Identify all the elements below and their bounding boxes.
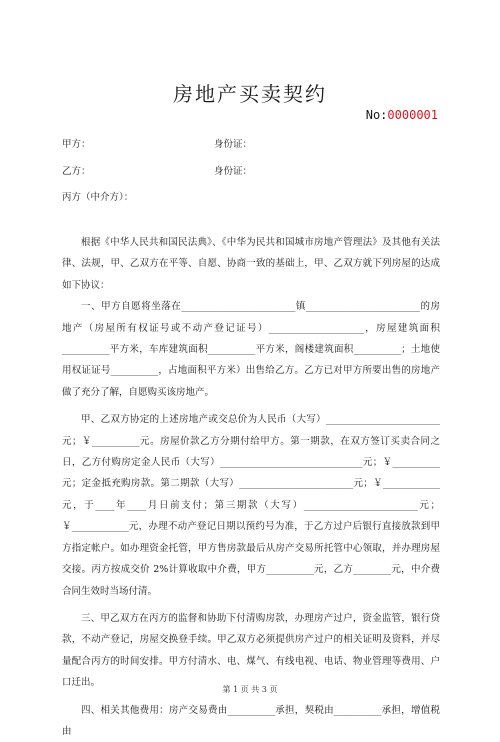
contract-body: [62, 232, 440, 742]
clause-3-paragraph: 三、甲乙双方在丙方的监督和协助下付清购房款，办理房产过户，资金监管，银行贷款，不动产登记，房屋交换登手续。甲乙双方必须提供房产过户的相关证明及资料，并尽量配合丙方的时间安排。甲方付清水、电、煤气、有线电视、电话、物业管理等费用、户口迁出。: [62, 612, 440, 689]
clause-4-paragraph: 四、相关其他费用：房产交易费由__________承担，契税由__________承担，增值税由: [62, 704, 440, 737]
party-c-label: 丙方（中介方）：: [62, 192, 134, 203]
contract-number-label: No:: [365, 108, 388, 122]
clause-1-paragraph: 一、甲方自愿将坐落在________________________镇________________________的房地产（房屋所有权证号或不动产登记证号）____________________，房屋建筑面积__________平方米，车库建筑面积__________平方米，阁楼建筑面积__________；土地使用权证证号__________，占地面积平方米）出售给乙方。乙方已对甲方所要出售的房地产做了充分了解，自愿购买该房地产。: [62, 301, 440, 398]
clause-2-paragraph: 甲、乙双方协定的上述房地产或交总价为人民币（大写）________________________元；￥__________元。房屋价款乙方分期付给甲方。第一期款，在双方签订买卖合同之日，乙方付购房定金人民币（大写）______________________________元；￥__________元；定金抵充购房款。第二期款（大写）________________________元；￥____________元，于____年____月日前支付；第三期款（大写）________________________元；￥____________元，办理不动产登记日期以预约号为准，于乙方过户后银行直接放款到甲方指定帐户。如办理资金托管，甲方售房款最后从房产交易所托管中心领取，并办理房屋交接。丙方按成交价 2%计算收取中介费，甲方__________元，乙方________元，中介费合同生效时当场付清。: [62, 414, 440, 597]
party-a-id-label: 身份证：: [214, 139, 253, 150]
contract-number: [366, 108, 438, 122]
party-b-id-label: 身份证：: [214, 166, 253, 177]
party-a-label: 甲方：: [62, 139, 91, 150]
party-b-label: 乙方：: [62, 166, 91, 177]
page-indicator: 第 1 页 共 3 页: [222, 685, 278, 694]
contract-number-value: 0000001: [387, 108, 438, 122]
document-title: 房地产买卖契约: [173, 82, 327, 106]
intro-paragraph: 根据《中华人民共和国民法典》、《中华为民共和国城市房地产管理法》及其他有关法律、法规，甲、乙双方在平等、自愿、协商一致的基础上，甲、乙双方就下列房屋的达成如下协议：: [62, 237, 440, 291]
